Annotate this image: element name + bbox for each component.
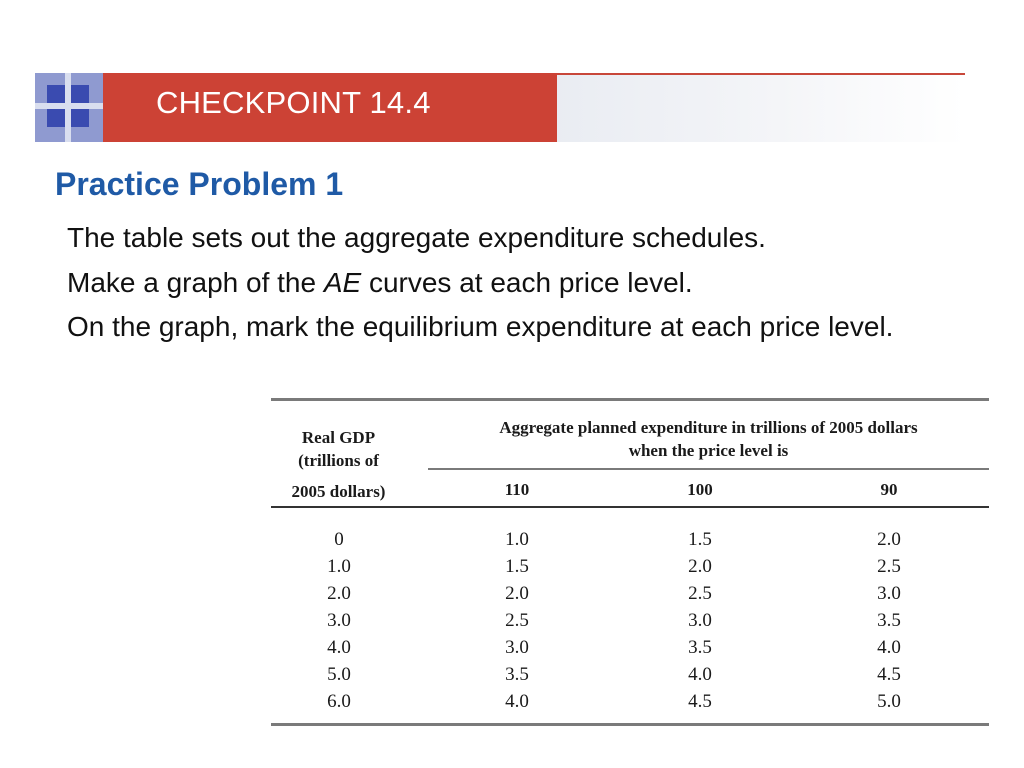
table-cell: 3.0 bbox=[877, 583, 901, 604]
table-cell: 4.0 bbox=[327, 637, 351, 658]
table-cell: 0 bbox=[334, 529, 344, 550]
table-cell: 4.0 bbox=[877, 637, 901, 658]
problem-line-3: On the graph, mark the equilibrium expenditure at each price level. bbox=[67, 311, 894, 342]
group-header-rule bbox=[428, 468, 989, 470]
table-cell: 4.0 bbox=[688, 664, 712, 685]
aggregate-expenditure-table bbox=[271, 398, 989, 728]
column-header-90: 90 bbox=[880, 480, 898, 499]
table-bottom-rule bbox=[271, 723, 989, 726]
checkpoint-logo-icon bbox=[35, 73, 103, 142]
table-cell: 3.5 bbox=[688, 637, 712, 658]
ae-term: AE bbox=[323, 266, 362, 298]
table-cell: 1.0 bbox=[505, 529, 529, 550]
table-cell: 4.5 bbox=[877, 664, 901, 685]
header-bottom-rule bbox=[271, 506, 989, 508]
checkpoint-title: CHECKPOINT 14.4 bbox=[156, 85, 431, 120]
column-header-100: 100 bbox=[687, 480, 713, 499]
table-cell: 2.0 bbox=[877, 529, 901, 550]
table-cell: 3.5 bbox=[877, 610, 901, 631]
problem-line-2-end: curves at each price level. bbox=[361, 266, 693, 298]
table-cell: 1.5 bbox=[505, 556, 529, 577]
table-cell: 2.5 bbox=[505, 610, 529, 631]
table-cell: 3.0 bbox=[688, 610, 712, 631]
table-cell: 5.0 bbox=[327, 664, 351, 685]
table-cell: 2.0 bbox=[505, 583, 529, 604]
problem-line-2-start: Make a graph of the bbox=[67, 266, 324, 298]
table-cell: 2.0 bbox=[327, 583, 351, 604]
problem-line-1: The table sets out the aggregate expenditure schedules. bbox=[67, 222, 766, 253]
table-cell: 5.0 bbox=[877, 691, 901, 712]
table-cell: 2.0 bbox=[688, 556, 712, 577]
row-header: Real GDP (trillions of bbox=[298, 428, 379, 470]
column-ae-90 bbox=[839, 526, 939, 715]
table-cell: 2.5 bbox=[688, 583, 712, 604]
table-cell: 6.0 bbox=[327, 691, 351, 712]
group-header: Aggregate planned expenditure in trillions of 2005 dollars when the price level is bbox=[499, 418, 918, 460]
table-cell: 2.5 bbox=[877, 556, 901, 577]
table-cell: 4.5 bbox=[688, 691, 712, 712]
slide-header bbox=[35, 73, 965, 142]
row-header-units: 2005 dollars) bbox=[291, 482, 386, 501]
table-cell: 3.0 bbox=[505, 637, 529, 658]
column-header-110: 110 bbox=[504, 480, 530, 499]
table-cell: 3.0 bbox=[327, 610, 351, 631]
column-real-gdp bbox=[289, 526, 389, 715]
table-cell: 4.0 bbox=[505, 691, 529, 712]
problem-line-2 bbox=[67, 261, 967, 306]
table-cell: 1.5 bbox=[688, 529, 712, 550]
practice-problem-title: Practice Problem 1 bbox=[55, 166, 344, 202]
table-cell: 3.5 bbox=[505, 664, 529, 685]
table-top-rule bbox=[271, 398, 989, 401]
column-ae-110 bbox=[467, 526, 567, 715]
problem-text bbox=[67, 216, 967, 350]
column-ae-100 bbox=[650, 526, 750, 715]
table-cell: 1.0 bbox=[327, 556, 351, 577]
